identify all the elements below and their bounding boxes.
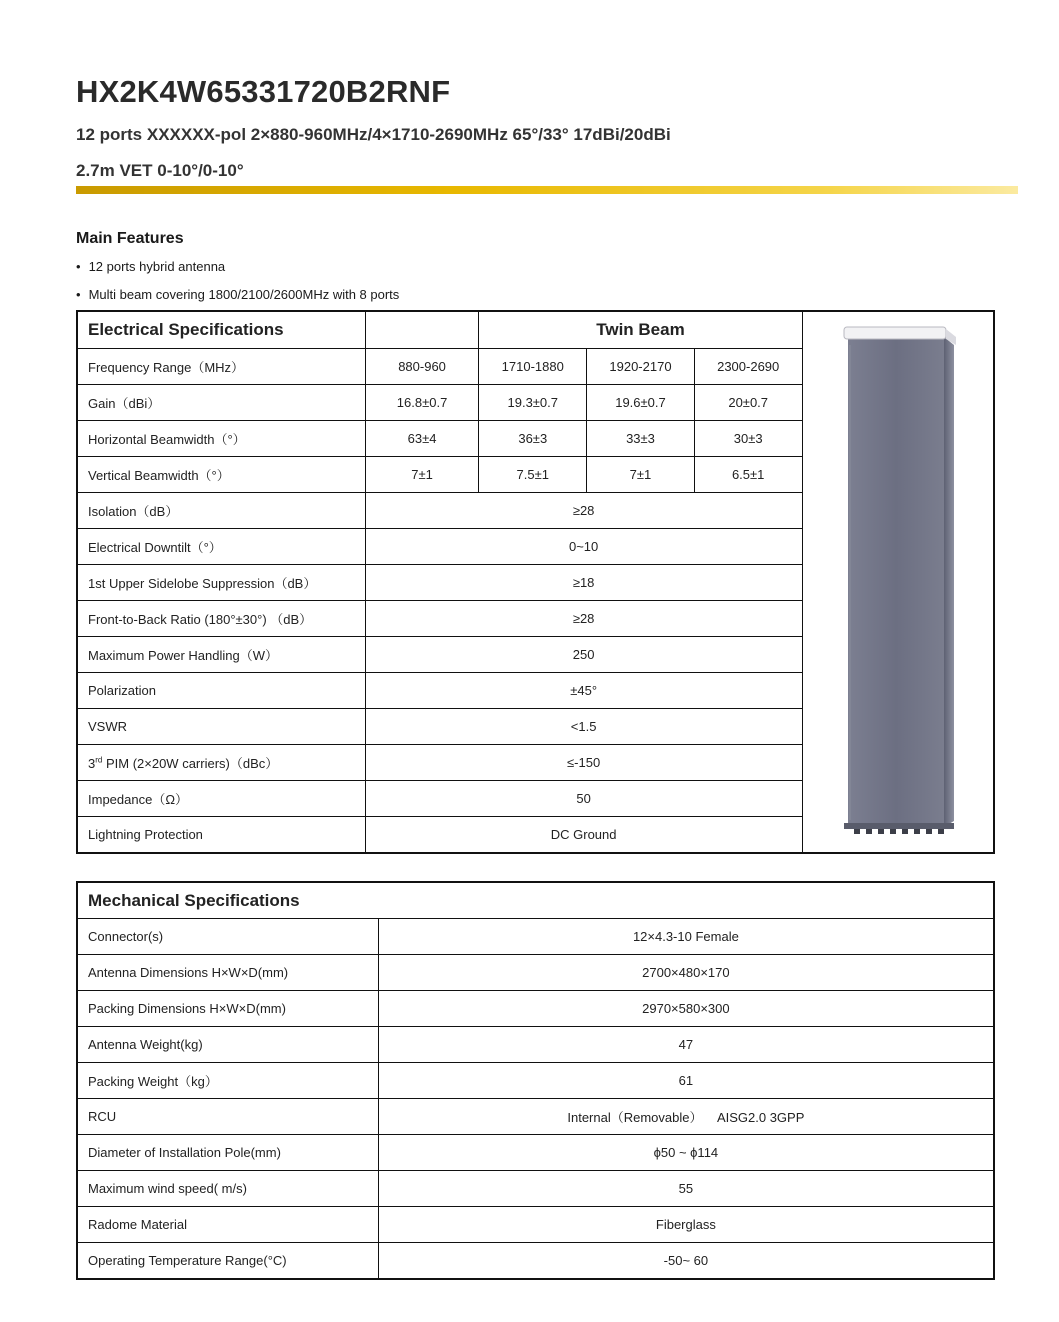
spec-label	[77, 744, 365, 780]
spec-label: Frequency Range（MHz）	[77, 348, 365, 384]
feature-item: • Multi beam covering 1800/2100/2600MHz with 8 ports	[76, 287, 400, 302]
spec-label: Maximum Power Handling（W）	[77, 636, 365, 672]
spec-value: 880-960	[365, 348, 479, 384]
spec-value: ≤-150	[365, 744, 802, 780]
spec-label: Lightning Protection	[77, 816, 365, 853]
spec-value: 1710-1880	[479, 348, 587, 384]
label-superscript: rd	[95, 755, 103, 765]
twin-beam-header: Twin Beam	[479, 311, 802, 348]
spec-value: 20±0.7	[694, 384, 802, 420]
spec-value: 55	[378, 1171, 994, 1207]
table-row	[77, 1171, 994, 1207]
spec-value: DC Ground	[365, 816, 802, 853]
subtitle-line-2: 2.7m VET 0-10°/0-10°	[76, 161, 244, 180]
spec-label: Gain（dBi）	[77, 384, 365, 420]
spec-value: 19.6±0.7	[587, 384, 695, 420]
spec-value: 36±3	[479, 420, 587, 456]
spec-value: 2700×480×170	[378, 955, 994, 991]
spec-value: 50	[365, 780, 802, 816]
spec-value: ≥28	[365, 600, 802, 636]
spec-value: Internal（Removable） AISG2.0 3GPP	[378, 1099, 994, 1135]
spec-label: Diameter of Installation Pole(mm)	[77, 1135, 378, 1171]
spec-value: ≥18	[365, 564, 802, 600]
spec-label: RCU	[77, 1099, 378, 1135]
spec-label: Polarization	[77, 672, 365, 708]
spec-value: 61	[378, 1063, 994, 1099]
spec-label: Horizontal Beamwidth（°）	[77, 420, 365, 456]
feature-text: Multi beam covering 1800/2100/2600MHz with 8 ports	[88, 287, 400, 302]
spec-label: Connector(s)	[77, 919, 378, 955]
spec-value: 33±3	[587, 420, 695, 456]
spec-value: 7±1	[365, 456, 479, 492]
spec-value: 6.5±1	[694, 456, 802, 492]
electrical-heading: Electrical Specifications	[77, 311, 365, 348]
spec-value: 47	[378, 1027, 994, 1063]
antenna-image-cell	[802, 311, 994, 853]
feature-item: • 12 ports hybrid antenna	[76, 259, 226, 274]
spec-value: 19.3±0.7	[479, 384, 587, 420]
table-row	[77, 1063, 994, 1099]
spec-value: 0~10	[365, 528, 802, 564]
model-title: HX2K4W65331720B2RNF	[76, 74, 451, 109]
table-row	[77, 991, 994, 1027]
mechanical-heading: Mechanical Specifications	[77, 882, 994, 919]
spec-value: ϕ50 ~ ϕ114	[378, 1135, 994, 1171]
spec-value: 63±4	[365, 420, 479, 456]
spec-label: Antenna Dimensions H×W×D(mm)	[77, 955, 378, 991]
spec-label: Front-to-Back Ratio (180°±30°) （dB）	[77, 600, 365, 636]
table-row	[77, 955, 994, 991]
spec-value: <1.5	[365, 708, 802, 744]
spec-value: ±45°	[365, 672, 802, 708]
table-row	[77, 1027, 994, 1063]
spec-value: 2970×580×300	[378, 991, 994, 1027]
spec-label: Radome Material	[77, 1207, 378, 1243]
spec-label: Impedance（Ω）	[77, 780, 365, 816]
table-row	[77, 1207, 994, 1243]
table-row	[77, 1135, 994, 1171]
spec-label: Operating Temperature Range(°C)	[77, 1243, 378, 1280]
spec-value: 2300-2690	[694, 348, 802, 384]
spec-value: 7.5±1	[479, 456, 587, 492]
spec-value: 16.8±0.7	[365, 384, 479, 420]
spec-label: Isolation（dB）	[77, 492, 365, 528]
spec-label: Electrical Downtilt（°）	[77, 528, 365, 564]
spec-value: -50~ 60	[378, 1243, 994, 1280]
label-part: PIM (2×20W carriers)（dBc）	[102, 755, 279, 771]
spec-label: Antenna Weight(kg)	[77, 1027, 378, 1063]
main-features-heading: Main Features	[76, 230, 184, 247]
spec-label: Packing Weight（kg）	[77, 1063, 378, 1099]
spec-value: 30±3	[694, 420, 802, 456]
spec-label: VSWR	[77, 708, 365, 744]
spec-label: Packing Dimensions H×W×D(mm)	[77, 991, 378, 1027]
spec-label: Maximum wind speed( m/s)	[77, 1171, 378, 1207]
gold-divider	[76, 186, 1018, 194]
empty-header-cell	[365, 311, 479, 348]
electrical-spec-table	[76, 310, 995, 854]
spec-value: ≥28	[365, 492, 802, 528]
spec-value: 12×4.3-10 Female	[378, 919, 994, 955]
feature-text: 12 ports hybrid antenna	[88, 259, 226, 274]
spec-value: Fiberglass	[378, 1207, 994, 1243]
spec-label: 1st Upper Sidelobe Suppression（dB）	[77, 564, 365, 600]
table-row	[77, 1243, 994, 1280]
antenna-image	[808, 315, 988, 845]
spec-label: Vertical Beamwidth（°）	[77, 456, 365, 492]
table-row	[77, 919, 994, 955]
table-row	[77, 1099, 994, 1135]
spec-value: 7±1	[587, 456, 695, 492]
subtitle-line-1: 12 ports XXXXXX-pol 2×880-960MHz/4×1710-2690MHz 65°/33° 17dBi/20dBi	[76, 125, 671, 144]
spec-value: 1920-2170	[587, 348, 695, 384]
spec-value: 250	[365, 636, 802, 672]
mechanical-spec-table	[76, 881, 995, 1280]
label-part: 3	[88, 755, 96, 771]
